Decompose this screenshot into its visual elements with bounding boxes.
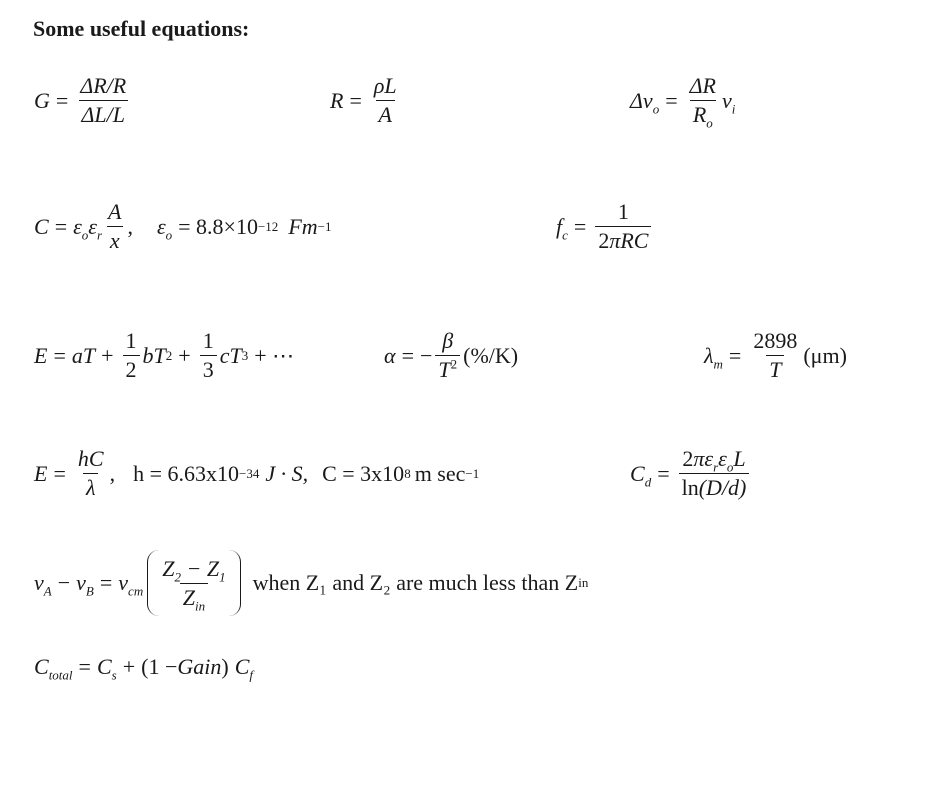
photon-energy-equation: E = $\frac{hC}{\lambda}$ , h = 6.63x10 −34 J · S, C = 3x10 8 m sec −1: [34, 446, 480, 500]
temperature-coefficient-equation: α = − $\frac{\beta}{T^2}$ (%/K): [384, 328, 519, 382]
gauge-factor-equation: G = $\frac{\Delta R/R}{\Delta L/L}$: [34, 73, 127, 127]
common-mode-equation: $v_A$ − $v_B$ = $v_{cm}$ $\frac{Z_2 - Z_1}{Z_{in}}$ when Z₁ and Z₂ are much less than Z in: [34, 550, 588, 616]
permittivity-unit: Fm: [288, 213, 318, 239]
gain-word: Gain: [177, 654, 222, 679]
speed-of-light: C = 3x10: [322, 460, 405, 486]
wien-unit: (μm): [803, 342, 847, 368]
cylindrical-capacitance-equation: $C_d$ = $\frac{2\pi\varepsilon_r\varepsilon_oL}{\ln(D/d)}$: [630, 448, 752, 499]
output-voltage-equation: $\Delta v_o$ = $\frac{\Delta R}{R_o}$ $v_i$: [630, 73, 736, 131]
wien-law-equation: $\lambda_m$ = $\frac{2898}{T}$ (μm): [704, 328, 847, 382]
page-title: Some useful equations:: [33, 16, 250, 41]
cutoff-frequency-equation: $f_c$ = $\frac{1}{\text{2πRC}}$: [556, 201, 654, 252]
resistance-equation: R = $\frac{\rho L}{A}$: [330, 73, 397, 127]
alpha-unit: (%/K): [463, 342, 519, 368]
thermoelectric-equation: E = aT + $\frac{1}{2}$ bT 2 + $\frac{1}{3}$ cT 3 + ⋯: [34, 328, 295, 382]
permittivity-value: = 8.8×10: [178, 213, 258, 239]
common-mode-condition: when Z₁ and Z₂ are much less than Z: [252, 570, 579, 595]
capacitance-equation: C = $\varepsilon_o\varepsilon_r$ $\frac{A}{x}$ , $\varepsilon_o$ = 8.8×10 −12 Fm −1: [34, 199, 332, 253]
total-capacitance-equation: $C_{total}$ = $C_s$ + (1 − Gain ) $C_f$: [34, 654, 253, 683]
planck-constant: h = 6.63x10: [133, 460, 239, 486]
